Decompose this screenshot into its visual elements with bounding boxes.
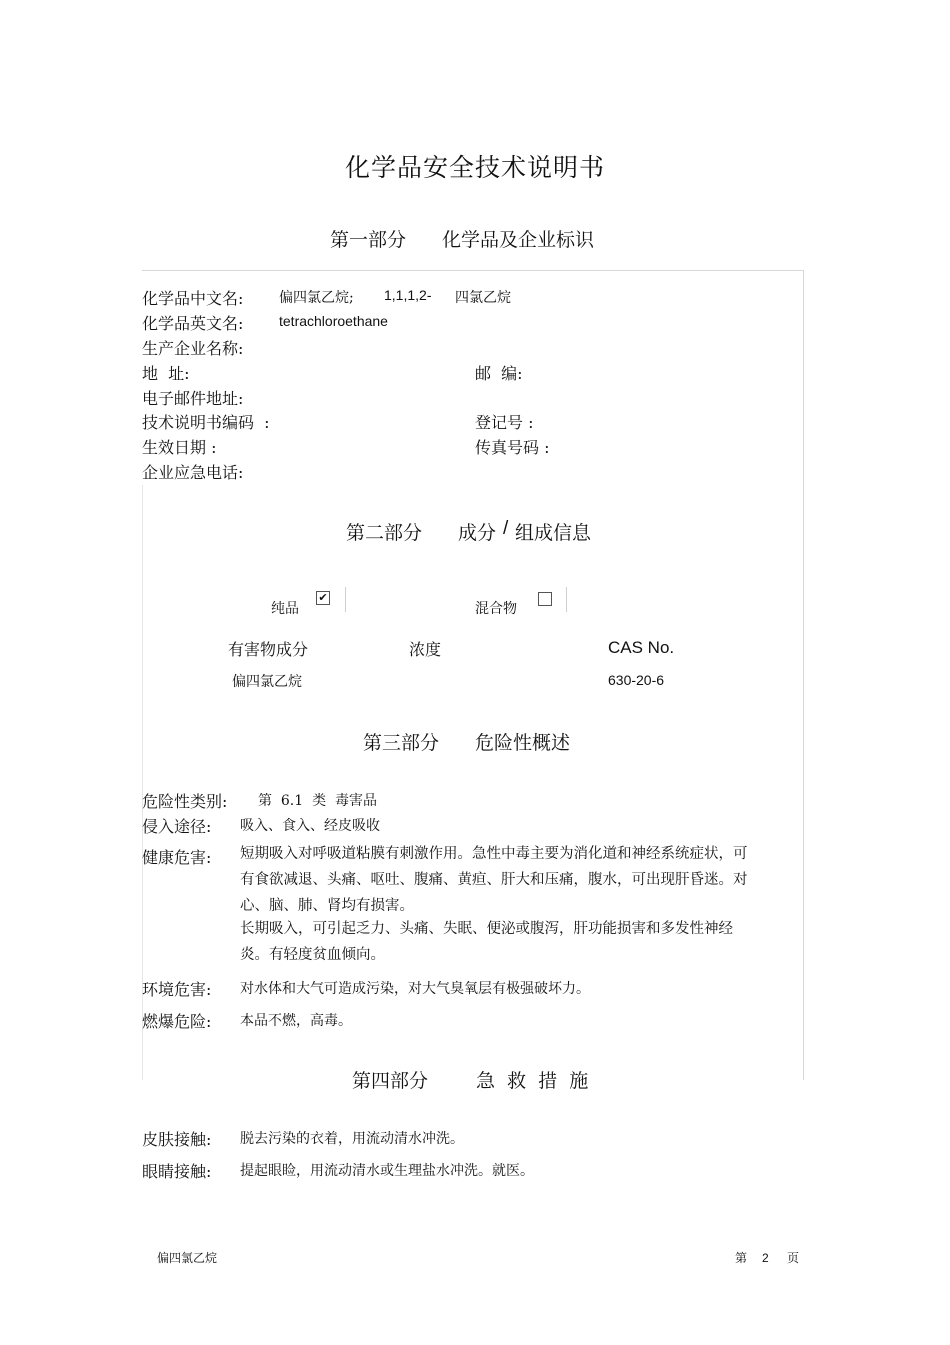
- footer-document-name: 偏四氯乙烷: [157, 1251, 218, 1265]
- part1-heading: 第一部分: [330, 229, 407, 251]
- en-name-label: 化学品英文名:: [142, 314, 244, 333]
- table-row-cas: 630-20-6: [608, 672, 665, 688]
- table-header-component: 有害物成分: [228, 640, 309, 659]
- email-label: 电子邮件地址:: [142, 389, 244, 408]
- reg-no-label: 登记号 :: [475, 413, 534, 432]
- pure-checkbox[interactable]: [316, 591, 330, 605]
- cn-name-label: 化学品中文名:: [142, 289, 244, 308]
- company-label: 生产企业名称:: [142, 339, 244, 358]
- frame-top-line: [142, 270, 804, 271]
- document-title: 化学品安全技术说明书: [344, 153, 605, 182]
- part2-heading: 第二部分: [346, 522, 423, 544]
- part3-heading: 第三部分: [363, 732, 440, 754]
- skin-contact-value: 脱去污染的衣着，用流动清水冲洗。: [240, 1131, 464, 1147]
- part3-heading-title: 危险性概述: [475, 732, 571, 754]
- footer-page-prefix: 第: [735, 1251, 748, 1265]
- pure-label: 纯品: [271, 601, 299, 617]
- hazard-class-label: 危险性类别:: [142, 792, 228, 811]
- mixture-checkbox[interactable]: [538, 592, 552, 606]
- emergency-phone-label: 企业应急电话:: [142, 463, 244, 482]
- cn-name-value-c: 四氯乙烷: [455, 290, 511, 306]
- mixture-label: 混合物: [475, 601, 517, 617]
- table-header-concentration: 浓度: [409, 640, 442, 659]
- postcode-label: 邮 编:: [475, 364, 523, 383]
- fax-label: 传真号码 :: [475, 438, 550, 457]
- route-label: 侵入途径:: [142, 817, 212, 836]
- part2-heading-sep: /: [503, 518, 509, 539]
- part4-heading-title: 急 救 措 施: [476, 1070, 589, 1092]
- health-value-1: 短期吸入对呼吸道粘膜有刺激作用。急性中毒主要为消化道和神经系统症状，可有食欲减退、头痛、呕吐、腹痛、黄疸、肝大和压痛，腹水，可出现肝昏迷。对心、脑、肺、肾均有损害。: [240, 846, 748, 914]
- pure-separator: [345, 587, 346, 612]
- part1-heading-title: 化学品及企业标识: [442, 229, 595, 251]
- part4-heading: 第四部分: [352, 1070, 429, 1092]
- effective-date-label: 生效日期 :: [142, 438, 217, 457]
- fire-label: 燃爆危险:: [142, 1012, 212, 1031]
- address-label: 地 址:: [142, 364, 190, 383]
- cn-name-value-a: 偏四氯乙烷;: [279, 290, 354, 306]
- frame-right-line: [803, 270, 804, 1080]
- sds-code-label: 技术说明书编码 :: [142, 413, 270, 432]
- health-value-2: 长期吸入，可引起乏力、头痛、失眠、便泌或腹泻，肝功能损害和多发性神经炎。有轻度贫血倾向。: [240, 921, 733, 963]
- skin-contact-label: 皮肤接触:: [142, 1130, 212, 1149]
- eye-contact-value: 提起眼睑，用流动清水或生理盐水冲洗。就医。: [240, 1163, 534, 1179]
- health-label: 健康危害:: [142, 848, 212, 867]
- part2-heading-title-a: 成分: [458, 522, 497, 544]
- env-value: 对水体和大气可造成污染，对大气臭氧层有极强破坏力。: [240, 981, 590, 997]
- route-value: 吸入、食入、经皮吸收: [240, 818, 380, 834]
- check-mark-icon: ✔: [318, 591, 328, 604]
- footer-page-suffix: 页: [787, 1251, 800, 1265]
- eye-contact-label: 眼睛接触:: [142, 1162, 212, 1181]
- en-name-value: tetrachloroethane: [279, 313, 388, 329]
- hazard-class-value: 第 6.1 类 毒害品: [258, 793, 377, 809]
- fire-value: 本品不燃，高毒。: [240, 1013, 352, 1029]
- part2-heading-title-b: 组成信息: [515, 522, 592, 544]
- table-row-component: 偏四氯乙烷: [232, 674, 302, 690]
- env-label: 环境危害:: [142, 980, 212, 999]
- cn-name-value-b: 1,1,1,2-: [384, 287, 432, 303]
- table-header-cas: CAS No.: [608, 638, 675, 657]
- mixture-separator: [566, 587, 567, 612]
- footer-page-number: 2: [762, 1251, 769, 1265]
